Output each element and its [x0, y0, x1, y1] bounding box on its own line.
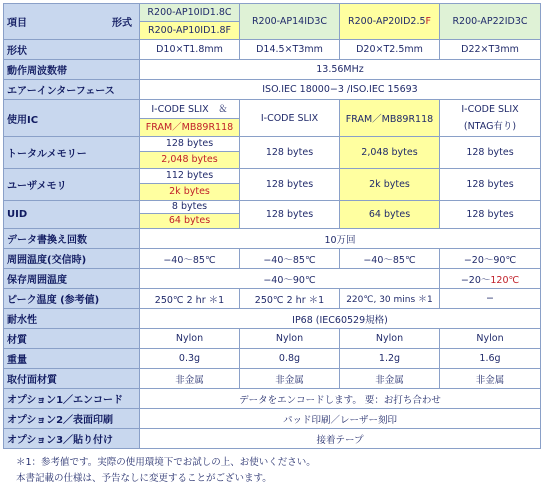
mount-1: 非金属	[140, 369, 240, 389]
row-label: エアーインターフェース	[4, 80, 140, 100]
row-uid	[4, 201, 541, 229]
header-label-cell	[4, 4, 140, 40]
total-3: 2,048 bytes	[340, 137, 440, 169]
model-1b: R200-AP10ID1.8F	[140, 22, 239, 39]
row-storage	[4, 269, 541, 289]
row-label: データ書換え回数	[4, 229, 140, 249]
ic-1a: I-CODE SLIX ＆	[140, 101, 239, 119]
user-1b: 2k bytes	[140, 184, 239, 200]
row-label: 形状	[4, 40, 140, 60]
row-user	[4, 169, 541, 201]
optemp-1: −40～85℃	[140, 249, 240, 269]
row-label: 周囲温度(交信時)	[4, 249, 140, 269]
weight-3: 1.2g	[340, 349, 440, 369]
ic-4a: I-CODE SLIX	[440, 101, 540, 118]
peak-4: −	[440, 289, 541, 309]
weight-2: 0.8g	[240, 349, 340, 369]
row-total	[4, 137, 541, 169]
uid-1b: 64 bytes	[140, 214, 239, 228]
storage-value: −40～90℃	[140, 269, 440, 289]
shape-1: D10×T1.8mm	[140, 40, 240, 60]
row-label: 保存周囲温度	[4, 269, 140, 289]
row-label: オプション3／貼り付け	[4, 429, 140, 449]
row-label: 材質	[4, 329, 140, 349]
model-3-suffix: F	[425, 16, 431, 27]
row-label: オプション2／表面印刷	[4, 409, 140, 429]
opt2-value: パッド印刷／レーザー刻印	[140, 409, 541, 429]
ic-4b: (NTAG有り)	[440, 118, 540, 135]
uid-1a: 8 bytes	[140, 201, 239, 214]
optemp-2: −40～85℃	[240, 249, 340, 269]
row-label: トータルメモリー	[4, 137, 140, 169]
header-row	[4, 4, 541, 40]
material-4: Nylon	[440, 329, 541, 349]
model-1a: R200-AP10ID1.8C	[140, 4, 239, 22]
row-label: ユーザメモリ	[4, 169, 140, 201]
ic-4	[440, 100, 541, 137]
opt1-value: データをエンコードします。 要：お打ち合わせ	[140, 389, 541, 409]
row-water	[4, 309, 541, 329]
footnote-2: 本書記載の仕様は、予告なしに変更することがございます。	[16, 473, 272, 484]
storage-4	[440, 269, 541, 289]
row-weight	[4, 349, 541, 369]
weight-1: 0.3g	[140, 349, 240, 369]
uid-1	[140, 201, 240, 229]
row-opt2	[4, 409, 541, 429]
row-rewrite	[4, 229, 541, 249]
row-freq	[4, 60, 541, 80]
uid-4: 128 bytes	[440, 201, 541, 229]
shape-2: D14.5×T3mm	[240, 40, 340, 60]
row-opt3	[4, 429, 541, 449]
row-label: オプション1／エンコード	[4, 389, 140, 409]
row-ic	[4, 100, 541, 137]
opt3-value: 接着テープ	[140, 429, 541, 449]
model-3	[340, 4, 440, 40]
model-1-cell	[140, 4, 240, 40]
total-4: 128 bytes	[440, 137, 541, 169]
row-label: UID	[4, 201, 140, 229]
ic-2: I-CODE SLIX	[240, 100, 340, 137]
air-value: ISO.IEC 18000−3 /ISO.IEC 15693	[140, 80, 541, 100]
peak-2: 250℃ 2 hr ＊1	[240, 289, 340, 309]
freq-value: 13.56MHz	[140, 60, 541, 80]
item-label: 項目	[7, 18, 27, 29]
shape-4: D22×T3mm	[440, 40, 541, 60]
total-1a: 128 bytes	[140, 137, 239, 152]
shape-3: D20×T2.5mm	[340, 40, 440, 60]
row-label: 動作周波数帯	[4, 60, 140, 80]
total-1	[140, 137, 240, 169]
ic-1	[140, 100, 240, 137]
uid-2: 128 bytes	[240, 201, 340, 229]
model-4: R200-AP22ID3C	[440, 4, 541, 40]
model-label: 形式	[112, 18, 132, 29]
storage-4-red: 120℃	[490, 274, 520, 286]
row-label: 耐水性	[4, 309, 140, 329]
row-label: 取付面材質	[4, 369, 140, 389]
optemp-4: −20～90℃	[440, 249, 541, 269]
row-label: 重量	[4, 349, 140, 369]
row-optemp	[4, 249, 541, 269]
footnote-1: ＊1：参考値です。実際の使用環境下でお試しの上、お使いください。	[16, 457, 316, 468]
optemp-3: −40～85℃	[340, 249, 440, 269]
rewrite-value: 10万回	[140, 229, 541, 249]
row-mount	[4, 369, 541, 389]
row-air	[4, 80, 541, 100]
row-shape	[4, 40, 541, 60]
peak-3: 220℃, 30 mins ＊1	[340, 289, 440, 309]
water-value: IP68 (IEC60529規格)	[140, 309, 541, 329]
total-2: 128 bytes	[240, 137, 340, 169]
total-1b: 2,048 bytes	[140, 152, 239, 168]
user-1	[140, 169, 240, 201]
uid-3: 64 bytes	[340, 201, 440, 229]
weight-4: 1.6g	[440, 349, 541, 369]
user-1a: 112 bytes	[140, 169, 239, 184]
row-label: 使用IC	[4, 100, 140, 137]
row-label: ピーク温度 (参考値)	[4, 289, 140, 309]
ic-3: FRAM／MB89R118	[340, 100, 440, 137]
model-3-prefix: R200-AP20ID2.5	[348, 16, 426, 27]
mount-4: 非金属	[440, 369, 541, 389]
peak-1: 250℃ 2 hr ＊1	[140, 289, 240, 309]
material-1: Nylon	[140, 329, 240, 349]
mount-3: 非金属	[340, 369, 440, 389]
user-4: 128 bytes	[440, 169, 541, 201]
storage-4-prefix: −20～	[460, 274, 491, 286]
row-material	[4, 329, 541, 349]
mount-2: 非金属	[240, 369, 340, 389]
user-2: 128 bytes	[240, 169, 340, 201]
model-2: R200-AP14ID3C	[240, 4, 340, 40]
material-3: Nylon	[340, 329, 440, 349]
spec-table	[3, 3, 541, 449]
material-2: Nylon	[240, 329, 340, 349]
user-3: 2k bytes	[340, 169, 440, 201]
row-peak	[4, 289, 541, 309]
ic-1b: FRAM／MB89R118	[140, 119, 239, 136]
row-opt1	[4, 389, 541, 409]
